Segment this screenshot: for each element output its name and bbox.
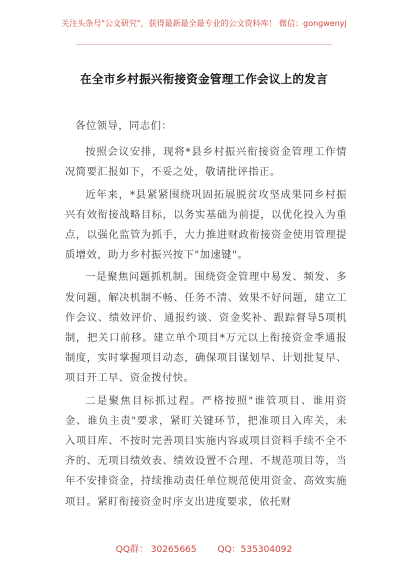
footer-contact (0, 542, 408, 555)
paragraph-overview: 近年来，*县紧紧围绕巩固拓展脱贫攻坚成果同乡村振兴有效衔接战略目标，以务实基础为前提，以优化投入为重点，以强化监管为抓手，大力推进财政衔接资金使用管理提质增效，助力乡村振兴按下"加速键"。 (65, 189, 347, 262)
salutation: 各位领导，同志们： (75, 121, 173, 132)
header-banner: 关注头条号"公文研究"，获得最新最全最专业的公文资料库！ 微信：gongwenyj (61, 19, 347, 28)
header-divider (76, 44, 332, 45)
paragraph-process: 二是聚焦目标抓过程。严格按照"谁管项目、谁用资金、谁负主责"要求，紧盯关键环节，把准项目入库关，未入项目库、不按时完善项目实施内容或项目资料手续不全不齐的、无项目绩效表、绩效设置不合理、不规范项目等，当年不安排资金，持续推动责任单位规范使用资金、高效实施项目。紧盯衔接资金时序支出进度要求，依托财 (65, 395, 347, 508)
footer-qq-group: QQ群： 30265665 (115, 545, 197, 555)
document-body (65, 117, 347, 513)
paragraph-intro: 按照会议安排，现将*县乡村振兴衔接资金管理工作情况简要汇报如下，不妥之处，敬请批评指正。 (65, 147, 347, 179)
footer-qq: QQ：535304092 (217, 545, 293, 555)
document-title: 在全市乡村振兴衔接资金管理工作会议上的发言 (80, 72, 328, 86)
paragraph-mechanism: 一是聚焦问题抓机制。围绕资金管理中易发、频发、多发问题，解决机制不畅、任务不清、效果不好问题，建立工作会议、绩效评价、通报约谈、资金奖补、跟踪督导5项机制，把关口前移。建立单个项目*万元以上衔接资金季通报制度，实时掌握项目动态，确保项目谋划早、计划批复早、项目开工早、资金拨付快。 (65, 272, 347, 385)
